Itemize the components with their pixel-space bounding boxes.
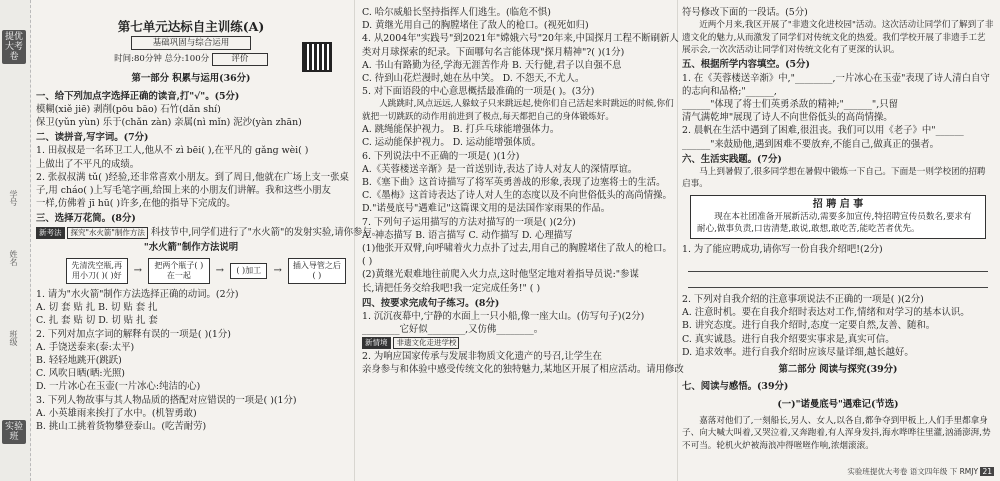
arrow-right-icon: → (215, 265, 225, 277)
question-line: A. 神态描写 B. 语言描写 C. 动作描写 D. 心理描写 (362, 229, 573, 241)
notice-body: 现在本社团准备开展新活动,需要多加宣传,特招聘宣传员数名,要求有耐心,做事负责,口齿清楚,敢说,敢想,敢吃苦,能吃苦者优先。 (697, 212, 972, 235)
question-line: 符号修改下面的一段话。(5分) (682, 7, 808, 18)
question-line: ( ) (362, 256, 373, 268)
question-line: 保卫(yǔn yùn) 乐于(chǎn zàn) 亲属(nì mǐn) 泥沙(yàn zhān) (36, 117, 302, 129)
question-line: 一样,仿佛着 jī hū( )许多,在他的指导下完成的。 (36, 198, 236, 210)
question-line: 1. 田叔叔是一名环卫工人,他从不 zì bēi( ),在平凡的 gǎng wèi( ) (36, 145, 309, 157)
question-text: 科技节中,同学们进行了"水火箭"的发射实验,请你参与。 (150, 226, 382, 238)
flow-step: ( )加工 (230, 263, 267, 279)
process-flow (66, 258, 346, 284)
section-heading: 三、选择万花筒。(8分) (36, 213, 136, 225)
question-line: 2. 为响应国家传承与发展非物质文化遗产的号召,让学生在 (362, 350, 602, 362)
question-line: B. 挑山工挑着货物攀登泰山。(吃苦耐劳) (36, 421, 207, 433)
question-line: C. 扎 套 贴 切 D. 切 贴 扎 套 (36, 315, 158, 327)
flow-step: 先清洗空瓶,再用小刀( )( )好 (66, 258, 128, 284)
new-context-tag: 新情境 (362, 337, 391, 349)
question-line: D. 追求效率。进行自我介绍时应该尽量详细,越长越好。 (682, 346, 914, 358)
question-line: 1. 在《芙蓉楼送辛渐》中,"________,一片冰心在玉壶"表现了诗人清白自守的志向和品格;"______, (682, 72, 990, 97)
flow-title: "水火箭"制作方法说明 (143, 241, 239, 253)
question-line: C. 哈尔威船长坚持指挥人们逃生。(临危不惧) (362, 7, 551, 18)
section-heading: 四、按要求完成句子练习。(8分) (362, 297, 500, 309)
question-line: C. 风吹日晒(晒:光照) (36, 368, 125, 380)
answer-line[interactable] (688, 261, 988, 272)
question-line: C. 真实诚恳。进行自我介绍要实事求是,真实可信。 (682, 333, 895, 345)
question-line: C.《墨梅》这首诗表达了诗人对人生的态度以及不向世俗低头的高尚情操。 (362, 190, 672, 202)
question-line: ______"来鼓励他,遇到困难不要放弃,不能自己,做真正的强者。 (682, 138, 940, 150)
reading-passage: 人跳跳时,风点远远,人躲蚊子只来跳远起,使你们自己活起来时跳远的时候,你们就把一切跳跃的动作用前进到了极点,每天都把自己的身体锻炼好。 (362, 99, 674, 122)
question-line: D."诺曼底号"遇难记"这篇课文用的是法国作家雨果的作品。 (362, 203, 611, 215)
question-line: 模糊(xiě jiē) 剥削(pōu bāo) 石竹(dǎn shí) (36, 103, 221, 115)
time-score-info: 时间:80分钟 总分:100分 (114, 54, 210, 65)
question-line: B.《塞下曲》这首诗描写了将军英勇善战的形象,表现了边塞将士的生活。 (362, 177, 666, 189)
passage-title: (一)"诺曼底号"遇难记(节选) (777, 398, 899, 410)
question-line (36, 226, 382, 239)
question-line: A. 书山有路勤为径,学海无涯苦作舟 B. 天行健,君子以自强不息 (362, 59, 622, 71)
arrow-right-icon: → (133, 265, 143, 277)
section-heading: 一、给下列加点字选择正确的读音,打"√"。(5分) (36, 90, 240, 102)
topic-tag: 探究"水火箭"制作方法 (67, 227, 147, 239)
section-heading: 六、生活实践题。(7分) (682, 153, 782, 165)
section-heading: 五、根据所学内容填空。(5分) (682, 59, 810, 71)
question-line: 3. 下列人物故事与其人物品质的搭配对应错误的一项是( )(1分) (36, 394, 297, 406)
question-line: D. 一片冰心在玉壶(一片冰心:纯洁的心) (36, 381, 201, 393)
question-line: 7. 下列句子运用描写的方法对描写的一项是( )(2分) (362, 216, 576, 228)
question-line: D. 黄继光用自己的胸膛堵住了敌人的枪口。(视死如归) (362, 20, 589, 32)
question-line: A. 切 套 贴 扎 B. 切 贴 套 扎 (36, 302, 158, 314)
part-heading: 第一部分 积累与运用(36分) (131, 73, 251, 85)
answer-line[interactable]: ________它好似________,又仿佛________。 (362, 324, 544, 336)
question-line: 6. 下列说法中不正确的一项是( )(1分) (362, 150, 520, 162)
brand-logo-top: 提优大考卷 (2, 30, 26, 64)
question-line: 1. 请为"水火箭"制作方法选择正确的动词。(2分) (36, 289, 239, 301)
page-footer (847, 466, 994, 477)
question-line: 类对月球探索的纪录。下面哪句名言能体现"探月精神"?( )(1分) (362, 46, 625, 58)
question-line: 2. 下列对自我介绍的注意事项说法不正确的一项是( )(2分) (682, 294, 924, 306)
question-line: 5. 对下面语段的中心意思概括最准确的一项是( )。(3分) (362, 86, 595, 98)
question-line: B. 讲究态度。进行自我介绍时,态度一定要自然,友善、随和。 (682, 320, 936, 332)
column-middle (362, 6, 684, 376)
topic-tag: 非遗文化走进学校 (393, 337, 459, 349)
question-line: 2. 晨帆在生活中遇到了困难,很沮丧。我们可以用《老子》中"______ (682, 125, 964, 137)
question-line: (1)他张开双臂,向呼啸着火力点扑了过去,用自己的胸膛堵住了敌人的枪口。 (362, 243, 672, 255)
question-line: 1. 沉沉夜幕中,宁静的水面上一只小船,像一座大山。(仿写句子)(2分) (362, 311, 645, 323)
recruitment-notice (690, 195, 986, 239)
question-line: A. 手饶送泰来(泰:太平) (36, 341, 135, 353)
question-line: A. 跳绳能保护视力。 B. 打乒乓球能增强体力。 (362, 124, 560, 136)
question-line: A. 小英雄雨来挨打了水中。(机智勇敢) (36, 407, 197, 419)
part-heading: 第二部分 阅读与探究(39分) (778, 364, 898, 376)
question-line: 清气满乾坤"展现了诗人不向世俗低头的高尚情操。 (682, 112, 893, 124)
question-line: 上做出了不平凡的成绩。 (36, 158, 140, 170)
binding-sidebar (0, 0, 31, 481)
question-line (362, 336, 674, 349)
answer-line[interactable] (688, 277, 988, 288)
page-title: 第七单元达标自主训练(A) (117, 19, 265, 34)
question-line: C. 运动能保护视力。 D. 运动能增强体质。 (362, 137, 541, 149)
question-line: A.《芙蓉楼送辛渐》是一首送别诗,表达了诗人对友人的深情厚谊。 (362, 163, 638, 175)
column-divider (354, 0, 355, 481)
question-line: 4. 从2004年"实践号"到2021年"嫦娥六号"20年来,中国探月工程不断刷新人 (362, 33, 679, 45)
sidebar-label-class: 班级 (9, 330, 18, 346)
question-line: 长,请把任务交给我吧!我一定完成任务!" ( ) (362, 282, 541, 294)
section-heading: 七、阅读与感悟。(39分) (682, 381, 789, 393)
column-divider (677, 0, 678, 481)
arrow-right-icon: → (273, 265, 282, 277)
notice-title: 招 聘 启 事 (812, 198, 864, 210)
question-line: A. 注意时机。要在自我介绍时表达对工作,情绪和对学习的基本认识。 (682, 307, 970, 319)
flow-step: 插入导管之后( ) (288, 258, 346, 284)
section-heading: 二、读拼音,写字词。(7分) (36, 132, 149, 144)
question-line: ______"体现了将士们英勇杀敌的精神;"______",只留 (682, 99, 898, 111)
column-right (682, 6, 994, 452)
score-box[interactable]: 评价 (212, 53, 268, 66)
sidebar-label-id: 学号 (9, 190, 18, 206)
qr-code-icon (302, 42, 332, 72)
page-number: 21 (982, 467, 992, 476)
flow-step: 把两个瓶子( )在一起 (148, 258, 210, 284)
page-subtitle: 基础巩固与综合运用 (131, 36, 251, 50)
question-line: B. 轻轻地跳开(跳跃) (36, 355, 122, 367)
question-line: 2. 下列对加点字词的解释有误的一项是( )(1分) (36, 328, 231, 340)
new-method-tag: 新考法 (36, 227, 65, 239)
question-line: C. 待到山花烂漫时,她在丛中笑。 D. 不怨天,不尤人。 (362, 73, 585, 85)
reading-passage: 嘉落对他们了,一刻船长,另人、女人,以各自,都争夺到甲板上,人们手里都拿身子、向大喊大叫着,又哭泣着,又奔跑着,有人浑身发抖,海水哗哗往里灌,汹涌澎湃,势不可当。轮机火炉被海浪冲得咝咝作响,浓烟滚滚。 (682, 415, 991, 451)
question-line: 马上到暑假了,很多同学想在暑假中锻炼一下自己。下面是一则学校团的招聘启事。 (682, 167, 986, 190)
sidebar-label-name: 姓名 (9, 250, 18, 266)
question-line: 亲身参与和体验中感受传统文化的独特魅力,某地区开展了相应活动。请用修改 (362, 363, 684, 375)
reading-passage: 近两个月来,我区开展了"非遗文化进校园"活动。这次活动让同学们了解到了非遗文化的魅力,从而激发了同学们对传统文化的热爱。我们学校开展了非遗手工艺展示会,一次次活动让同学们对传统文化有了更深的认识。 (682, 20, 994, 56)
question-line: 子,用 cháo( )上写毛笔字画,给围上来的小朋友们讲解。我和这些小朋友 (36, 185, 331, 197)
question-line: (2)黄继光艰难地往前爬入火力点,这时他坚定地对着指导员说:"参谋 (362, 269, 639, 281)
question-line: 1. 为了能应聘成功,请你写一份自我介绍吧!(2分) (682, 243, 883, 255)
brand-logo-bottom: 实验班 (2, 420, 26, 444)
footer-text: 实验班提优大考卷 语文四年级 下 RMJY (847, 467, 979, 476)
question-line: 2. 张叔叔满 tǔ( )经验,还非常喜欢小朋友。到了周日,他就在广场上支一张桌 (36, 171, 349, 183)
exam-meta (36, 53, 346, 66)
